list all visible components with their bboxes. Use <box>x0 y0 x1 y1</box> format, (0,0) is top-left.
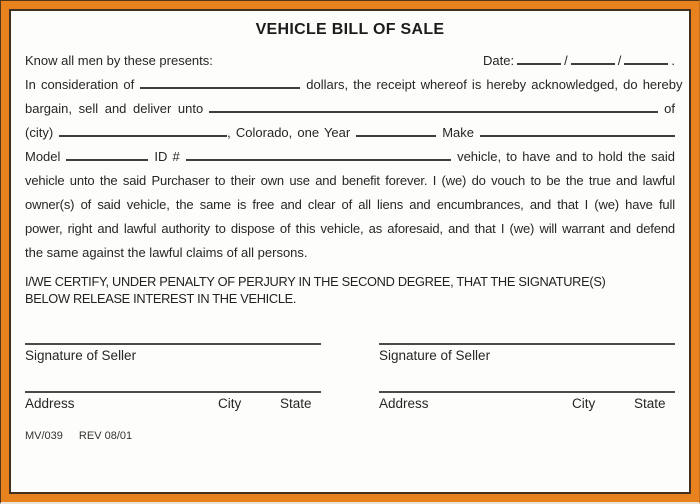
certification-statement <box>25 273 675 307</box>
certification-line-2: BELOW RELEASE INTEREST IN THE VEHICLE. <box>25 291 297 306</box>
address-labels-row <box>25 393 321 413</box>
signature-of-seller-label: Signature of Seller <box>25 348 137 363</box>
field-purchaser-name[interactable] <box>209 99 658 113</box>
consideration-pre-text: In consideration of <box>25 77 135 92</box>
field-make[interactable] <box>480 123 675 137</box>
city-column-label: City <box>572 396 596 411</box>
field-date-day[interactable] <box>571 51 615 65</box>
document-title: VEHICLE BILL OF SALE <box>255 21 445 38</box>
body-line-8: power, right and lawful authority to dispose of this vehicle, as aforesaid, and that I (we) will warrant and defend <box>25 221 675 236</box>
deliver-unto-row <box>25 97 675 121</box>
city-field-group <box>59 121 350 145</box>
date-label: Date: <box>483 53 515 68</box>
state-column-label: State <box>280 396 312 411</box>
form-number: MV/039 <box>25 430 63 442</box>
signature-section <box>25 343 675 413</box>
deliver-unto-of-text: of <box>664 101 675 116</box>
signature-of-seller-label: Signature of Seller <box>379 348 491 363</box>
body-line-9: the same against the lawful claims of all persons. <box>25 245 308 260</box>
body-line-7: owner(s) of said vehicle, the same is free and clear of all liens and encumbrances, and that I (we) have full <box>25 197 675 212</box>
city-year-make-row <box>25 121 675 145</box>
address-labels-row <box>379 393 675 413</box>
form-footer <box>25 429 675 443</box>
field-consideration-dollars[interactable] <box>140 75 300 89</box>
field-date-month[interactable] <box>517 51 561 65</box>
field-date-year[interactable] <box>624 51 668 65</box>
field-vehicle-id-number[interactable] <box>186 147 451 161</box>
date-group <box>483 48 675 73</box>
field-model[interactable] <box>66 147 148 161</box>
date-slash-2: / <box>617 53 622 68</box>
intro-text: Know all men by these presents: <box>25 53 213 68</box>
body-line-6: vehicle unto the said Purchaser to their own use and benefit forever. I (we) do vouch to be the true and lawful <box>25 173 675 188</box>
bill-of-sale-document <box>9 9 691 494</box>
id-number-label: ID # <box>154 149 180 164</box>
city-label: (city) <box>25 125 54 140</box>
field-city[interactable] <box>59 123 227 137</box>
address-label: Address <box>25 396 75 411</box>
date-slash-1: / <box>564 53 568 68</box>
deliver-unto-text: bargain, sell and deliver unto <box>25 101 204 116</box>
field-year[interactable] <box>356 123 436 137</box>
certification-line-1: I/WE CERTIFY, UNDER PENALTY OF PERJURY IN THE SECOND DEGREE, THAT THE SIGNATURE(S) <box>25 274 606 289</box>
colorado-year-text: , Colorado, one Year <box>227 125 351 140</box>
make-label: Make <box>442 125 475 140</box>
model-label: Model <box>25 149 61 164</box>
date-period: . <box>671 53 675 68</box>
consideration-row <box>25 73 683 97</box>
address-label: Address <box>379 396 429 411</box>
state-column-label: State <box>634 396 666 411</box>
form-revision: REV 08/01 <box>78 430 133 442</box>
vehicle-hold-text: vehicle, to have and to hold the said <box>457 149 675 164</box>
consideration-post-text: dollars, the receipt whereof is hereby acknowledged, do hereby <box>306 77 683 92</box>
intro-date-row <box>25 48 675 73</box>
model-id-row <box>25 145 675 169</box>
signature-block-right <box>379 343 675 413</box>
signature-block-left <box>25 343 321 413</box>
city-column-label: City <box>218 396 242 411</box>
